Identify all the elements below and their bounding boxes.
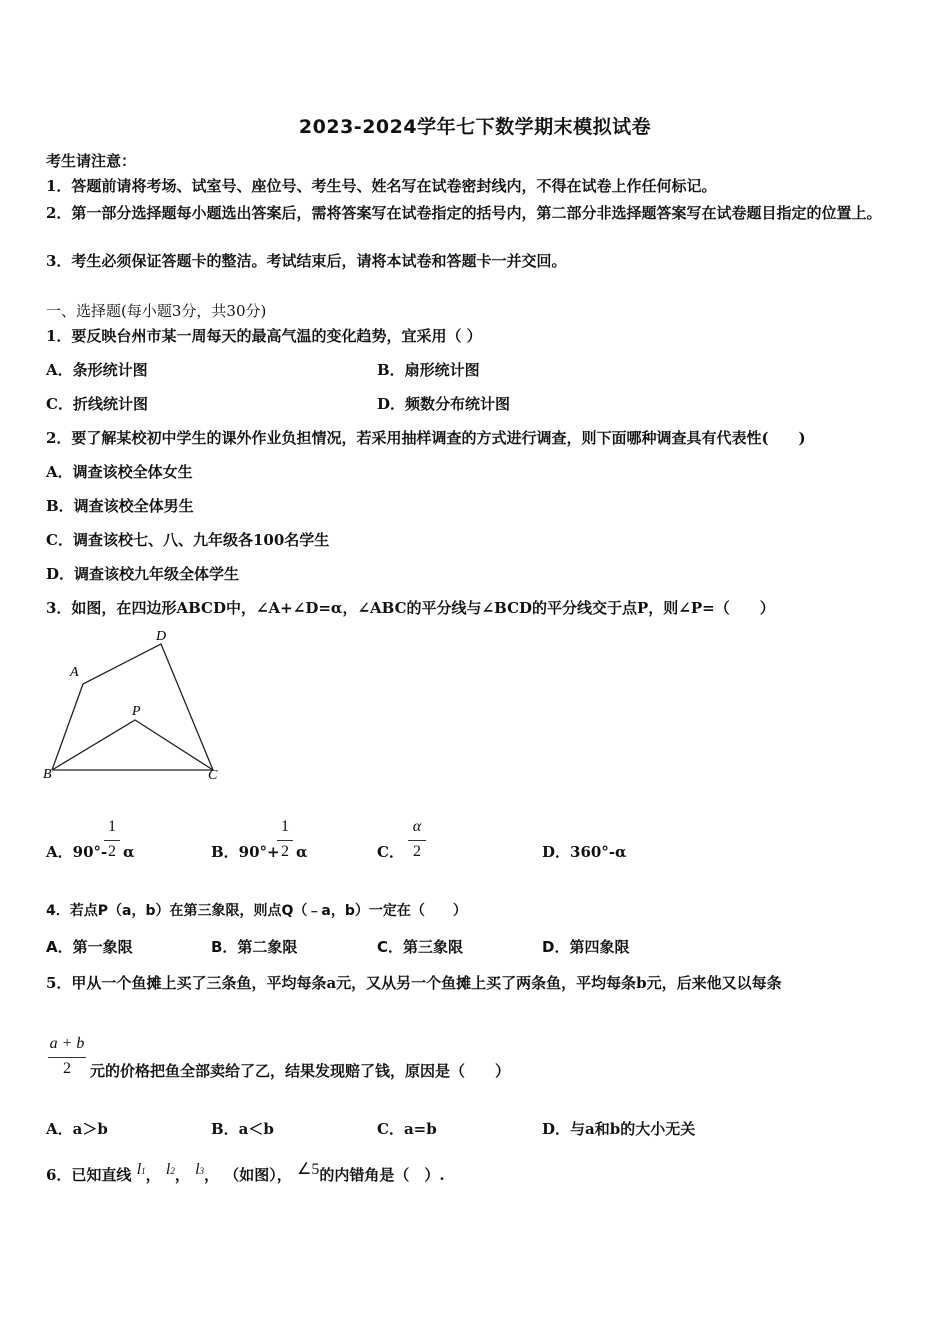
q5-fraction-bar — [48, 1057, 86, 1058]
q4-stem: 4．若点P（a，b）在第三象限，则点Q（﹣a，b）一定在（ ） — [46, 903, 467, 919]
q3-stem: 3．如图，在四边形ABCD中，∠A+∠D=α，∠ABC的平分线与∠BCD的平分线交于点P，则∠P=（ ） — [46, 599, 775, 617]
q3-option-a-alpha: α — [123, 843, 135, 861]
q3-b-numerator: 1 — [281, 818, 289, 835]
q6-stem-start: 6．已知直线 — [46, 1166, 132, 1184]
q3-b-fraction-bar — [277, 840, 293, 841]
label-a: A — [70, 665, 79, 680]
q4-option-d: D．第四象限 — [542, 938, 630, 956]
q1-stem: 1．要反映台州市某一周每天的最高气温的变化趋势，宜采用（ ） — [46, 327, 482, 345]
label-p: P — [132, 704, 141, 719]
q6-line-3: l3 — [195, 1161, 205, 1178]
q3-option-b-alpha: α — [296, 843, 308, 861]
q2-option-a: A．调查该校全体女生 — [46, 463, 193, 481]
q4-option-b: B．第二象限 — [211, 938, 298, 956]
q5-fraction-denominator: 2 — [63, 1060, 71, 1077]
q6-comma-1: ， — [145, 1166, 161, 1184]
q5-fraction-numerator: a + b — [49, 1035, 85, 1052]
q1-option-a: A．条形统计图 — [46, 361, 148, 379]
notice-item-2: 2．第一部分选择题每小题选出答案后，需将答案写在试卷指定的括号内，第二部分非选择题答案写在试卷题目指定的位置上。 — [46, 204, 882, 222]
q6-line-1: l1 — [136, 1161, 146, 1178]
quadrilateral-figure — [40, 622, 240, 787]
bisectors-bp-cp — [52, 720, 213, 770]
label-c: C — [208, 768, 218, 783]
q2-option-b: B．调查该校全体男生 — [46, 497, 194, 515]
q3-option-a-prefix: A．90°- — [46, 843, 108, 861]
page-title: 2023-2024学年七下数学期末模拟试卷 — [298, 116, 652, 138]
q6-line-2: l2 — [165, 1161, 175, 1178]
q3-b-denominator: 2 — [281, 843, 289, 860]
q3-c-numerator: α — [412, 818, 422, 835]
label-b: B — [43, 767, 52, 782]
q5-option-d: D．与a和b的大小无关 — [542, 1120, 696, 1138]
q3-option-c-prefix: C． — [377, 843, 404, 861]
q1-option-b: B．扇形统计图 — [377, 361, 480, 379]
q6-angle-5: ∠5 — [297, 1161, 320, 1178]
q2-option-d: D．调查该校九年级全体学生 — [46, 565, 240, 583]
q3-a-denominator: 2 — [108, 843, 116, 860]
q1-option-d: D．频数分布统计图 — [377, 395, 511, 413]
section-heading: 一、选择题(每小题3分，共30分) — [46, 302, 267, 320]
q4-option-a: A．第一象限 — [46, 938, 133, 956]
q5-option-b: B．a＜b — [211, 1120, 274, 1138]
label-d: D — [156, 629, 167, 644]
q1-option-c: C．折线统计图 — [46, 395, 148, 413]
q5-stem: 5．甲从一个鱼摊上买了三条鱼，平均每条a元，又从另一个鱼摊上买了两条鱼，平均每条b元，后来他又以每条 — [46, 974, 782, 992]
q4-option-c: C．第三象限 — [377, 938, 464, 956]
q2-stem: 2．要了解某校初中学生的课外作业负担情况，若采用抽样调查的方式进行调查，则下面哪种调查具有代表性( ) — [46, 429, 806, 447]
q6-comma-2: ， — [174, 1166, 190, 1184]
q6-comma-3: ， — [204, 1166, 220, 1184]
q5-stem-tail: 元的价格把鱼全部卖给了乙，结果发现赔了钱，原因是（ ） — [90, 1062, 511, 1080]
notice-item-3: 3．考生必须保证答题卡的整洁。考试结束后，请将本试卷和答题卡一并交回。 — [46, 252, 567, 270]
q6-stem — [46, 1161, 445, 1187]
q3-a-fraction-bar — [104, 840, 120, 841]
q6-stem-end: 的内错角是（ ）. — [319, 1166, 445, 1184]
q6-stem-middle: （如图）， — [224, 1166, 292, 1184]
q2-option-c: C．调查该校七、八、九年级各100名学生 — [46, 531, 330, 549]
notice-heading: 考生请注意： — [46, 152, 137, 170]
notice-item-1: 1．答题前请将考场、试室号、座位号、考生号、姓名写在试卷密封线内，不得在试卷上作任何标记。 — [46, 177, 717, 195]
q3-option-b-prefix: B．90°+ — [211, 843, 280, 861]
q3-c-denominator: 2 — [413, 843, 421, 860]
q3-c-fraction-bar — [408, 840, 426, 841]
q5-option-a: A．a＞b — [46, 1120, 108, 1138]
q3-option-d: D．360°-α — [542, 843, 627, 861]
q5-option-c: C．a=b — [377, 1120, 437, 1138]
q3-a-numerator: 1 — [108, 818, 116, 835]
